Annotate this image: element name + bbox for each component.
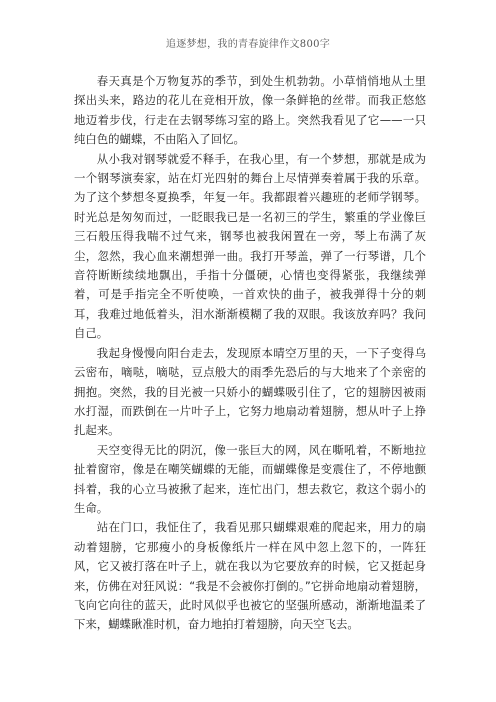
document-title: 追逐梦想，我的青春旋律作文800字 (165, 39, 331, 50)
document-body (74, 72, 426, 635)
paragraph: 天空变得无比的阴沉，像一张巨大的网，风在嘶吼着，不断地拉扯着窗帘，像是在嘲笑蝴蝶的无能，而蝴蝶像是变震住了，不停地颤抖着，我的心立马被揪了起来，连忙出门，想去救它，救这个弱小的生命。 (74, 442, 426, 515)
paragraph: 站在门口，我怔住了，我看见那只蝴蝶艰难的爬起来，用力的扇动着翅膀，它那瘦小的身板像纸片一样在风中忽上忽下的，一阵狂风，它又被打落在叶子上，就在我以为它要放弃的时候，它又挺起身来，仿佛在对狂风说：“我是不会被你打倒的。”它拼命地扇动着翅膀，飞向它向往的蓝天，此时风似乎也被它的坚强所感动，渐渐地温柔了下来，蝴蝶瞅准时机，奋力地拍打着翅膀，向天空飞去。 (74, 520, 426, 632)
paragraph: 春天真是个万物复苏的季节，到处生机勃勃。小草悄悄地从土里探出头来，路边的花儿在竞相开放，像一条鲜艳的丝带。而我正悠悠地迈着步伐，行走在去钢琴练习室的路上。突然我看见了它——一只纯白色的蝴蝶，不由陷入了回忆。 (74, 74, 426, 147)
paragraph: 从小我对钢琴就爱不释手，在我心里，有一个梦想，那就是成为一个钢琴演奏家，站在灯光四射的舞台上尽情弹奏着属于我的乐章。为了这个梦想冬夏换季，年复一年。我都跟着兴趣班的老师学钢琴。时光总是匆匆而过，一眨眼我已是一名初三的学生，繁重的学业像巨三石般压得我喘不过气来，钢琴也被我闲置在一旁，琴上布满了灰尘，忽然，我心血来潮想弹一曲。我打开琴盖，弹了一行琴谱，几个音符断断续续地飘出，手指十分僵硬，心情也变得紧张，我继续弹着，可是手指完全不听使唤，一首欢快的曲子，被我弹得十分的刺耳，我难过地低着头，泪水渐渐模糊了我的双眼。我该放弃吗？我问自己。 (74, 151, 426, 341)
paragraph: 我起身慢慢向阳台走去，发现原本晴空万里的天，一下子变得乌云密布，嘀哒，嘀哒，豆点般大的雨季先恐后的与大地来了个亲密的拥抱。突然，我的目光被一只娇小的蝴蝶吸引住了，它的翅膀因被雨水打湿，而跌倒在一片叶子上，它努力地扇动着翅膀，想从叶子上挣扎起来。 (74, 345, 426, 438)
